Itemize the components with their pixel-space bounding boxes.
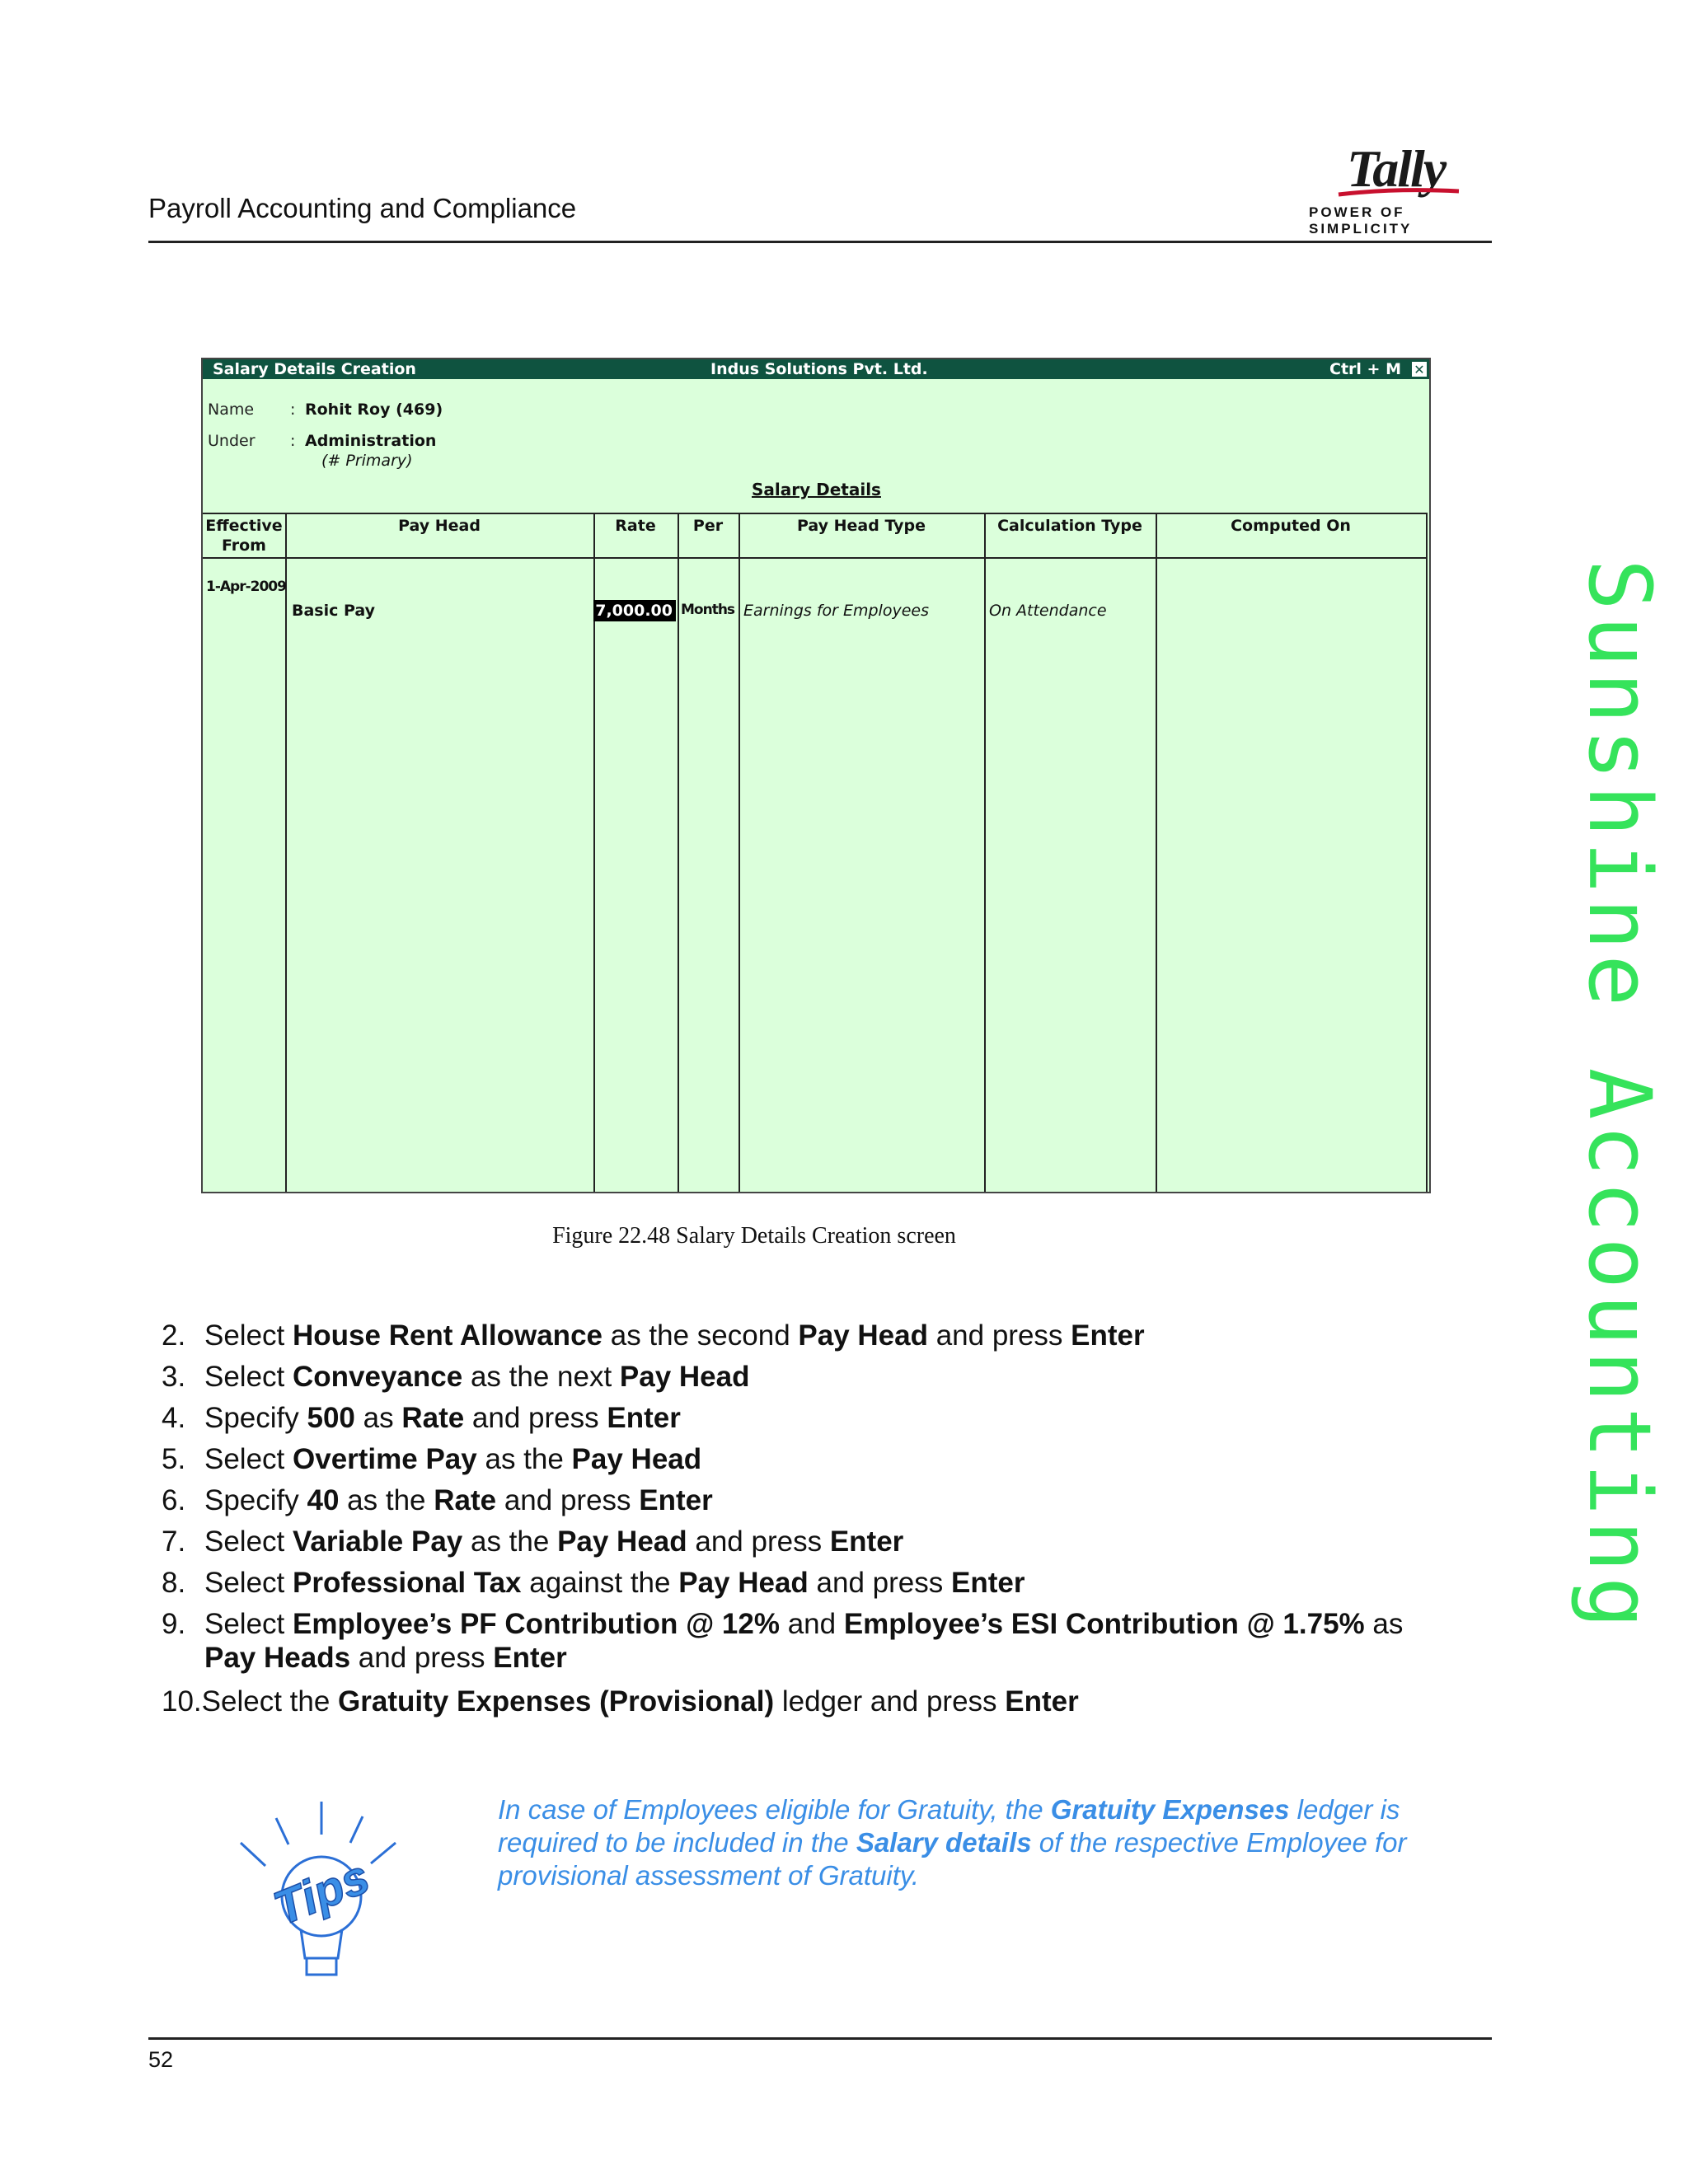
tally-logo <box>1304 138 1502 237</box>
salary-details-screen <box>201 358 1431 1193</box>
watermark-text: Sunshine Accounting <box>1569 559 1670 1633</box>
section-title: Salary Details <box>752 480 881 499</box>
tips-label: Tips <box>266 1849 377 1936</box>
col-divider <box>984 513 986 1192</box>
pay-head-cell[interactable]: Basic Pay <box>292 602 376 620</box>
figure-caption: Figure 22.48 Salary Details Creation screen <box>552 1223 956 1249</box>
col-divider <box>285 513 287 1192</box>
step-item: 6. Specify 40 as the Rate and press Enter <box>162 1484 713 1516</box>
col-header-effective-from <box>203 516 285 555</box>
under-field[interactable]: Administration <box>305 432 437 450</box>
col-header-effective-line2: From <box>222 537 266 555</box>
col-divider <box>1156 513 1157 1192</box>
close-icon[interactable]: ✕ <box>1411 361 1428 377</box>
logo-tagline: POWER OF SIMPLICITY <box>1309 204 1413 237</box>
page-header-title: Payroll Accounting and Compliance <box>148 193 577 223</box>
tips-lightbulb-icon <box>231 1793 412 1991</box>
col-header-pay-head: Pay Head <box>398 517 481 535</box>
rate-input[interactable]: 7,000.00 <box>593 600 676 621</box>
col-header-calculation-type: Calculation Type <box>997 517 1142 535</box>
step-item: 5. Select Overtime Pay as the Pay Head <box>162 1443 702 1475</box>
col-header-effective-line1: Effective <box>205 517 283 535</box>
col-divider <box>1426 513 1428 1192</box>
name-field[interactable]: Rohit Roy (469) <box>305 401 443 419</box>
under-subgroup: (# Primary) <box>321 452 413 470</box>
page-number: 52 <box>148 2047 174 2072</box>
per-cell[interactable]: Months <box>681 602 735 618</box>
step-item: 3. Select Conveyance as the next Pay Head <box>162 1361 750 1393</box>
step-item: 2. Select House Rent Allowance as the second Pay Head and press Enter <box>162 1319 1145 1352</box>
company-name: Indus Solutions Pvt. Ltd. <box>710 360 928 378</box>
name-colon: : <box>290 401 296 419</box>
step-item: 10.Select the Gratuity Expenses (Provisional) ledger and press Enter <box>162 1685 1079 1718</box>
pay-head-type-cell: Earnings for Employees <box>743 602 929 620</box>
col-header-per: Per <box>692 517 724 535</box>
table-header-rule <box>203 557 1428 559</box>
footer-rule <box>148 2037 1492 2040</box>
step-item: 7. Select Variable Pay as the Pay Head and press Enter <box>162 1526 904 1558</box>
calculation-type-cell: On Attendance <box>989 602 1107 620</box>
step-item: 8. Select Professional Tax against the Pay Head and press Enter <box>162 1567 1025 1599</box>
col-divider <box>738 513 740 1192</box>
step-item-continued: Pay Heads and press Enter <box>204 1642 567 1674</box>
header-rule <box>148 241 1492 243</box>
step-item: 4. Specify 500 as Rate and press Enter <box>162 1402 681 1434</box>
logo-swoosh-icon <box>1337 186 1461 198</box>
col-header-rate: Rate <box>615 517 656 535</box>
watermark <box>1566 470 1673 1722</box>
screen-title-bar <box>203 359 1429 379</box>
under-colon: : <box>290 432 296 450</box>
effective-from-cell[interactable]: 1-Apr-2009 <box>206 579 286 595</box>
step-item: 9. Select Employee’s PF Contribution @ 12% and Employee’s ESI Contribution @ 1.75% as <box>162 1608 1404 1640</box>
col-divider <box>678 513 679 1192</box>
name-label: Name <box>208 401 255 419</box>
tip-text: In case of Employees eligible for Gratuity, the Gratuity Expenses ledger is required to be included in the Salary details of the respective Employee for provisional assessment of Gratuity. <box>498 1794 1407 1891</box>
screen-title: Salary Details Creation <box>213 360 416 378</box>
col-header-pay-head-type: Pay Head Type <box>796 517 926 535</box>
logo-wordmark: Tally <box>1347 139 1446 198</box>
col-header-computed-on: Computed On <box>1231 517 1351 535</box>
shortcut-label: Ctrl + M <box>1329 360 1401 378</box>
under-label: Under <box>208 432 256 450</box>
table-top-rule <box>203 513 1428 514</box>
